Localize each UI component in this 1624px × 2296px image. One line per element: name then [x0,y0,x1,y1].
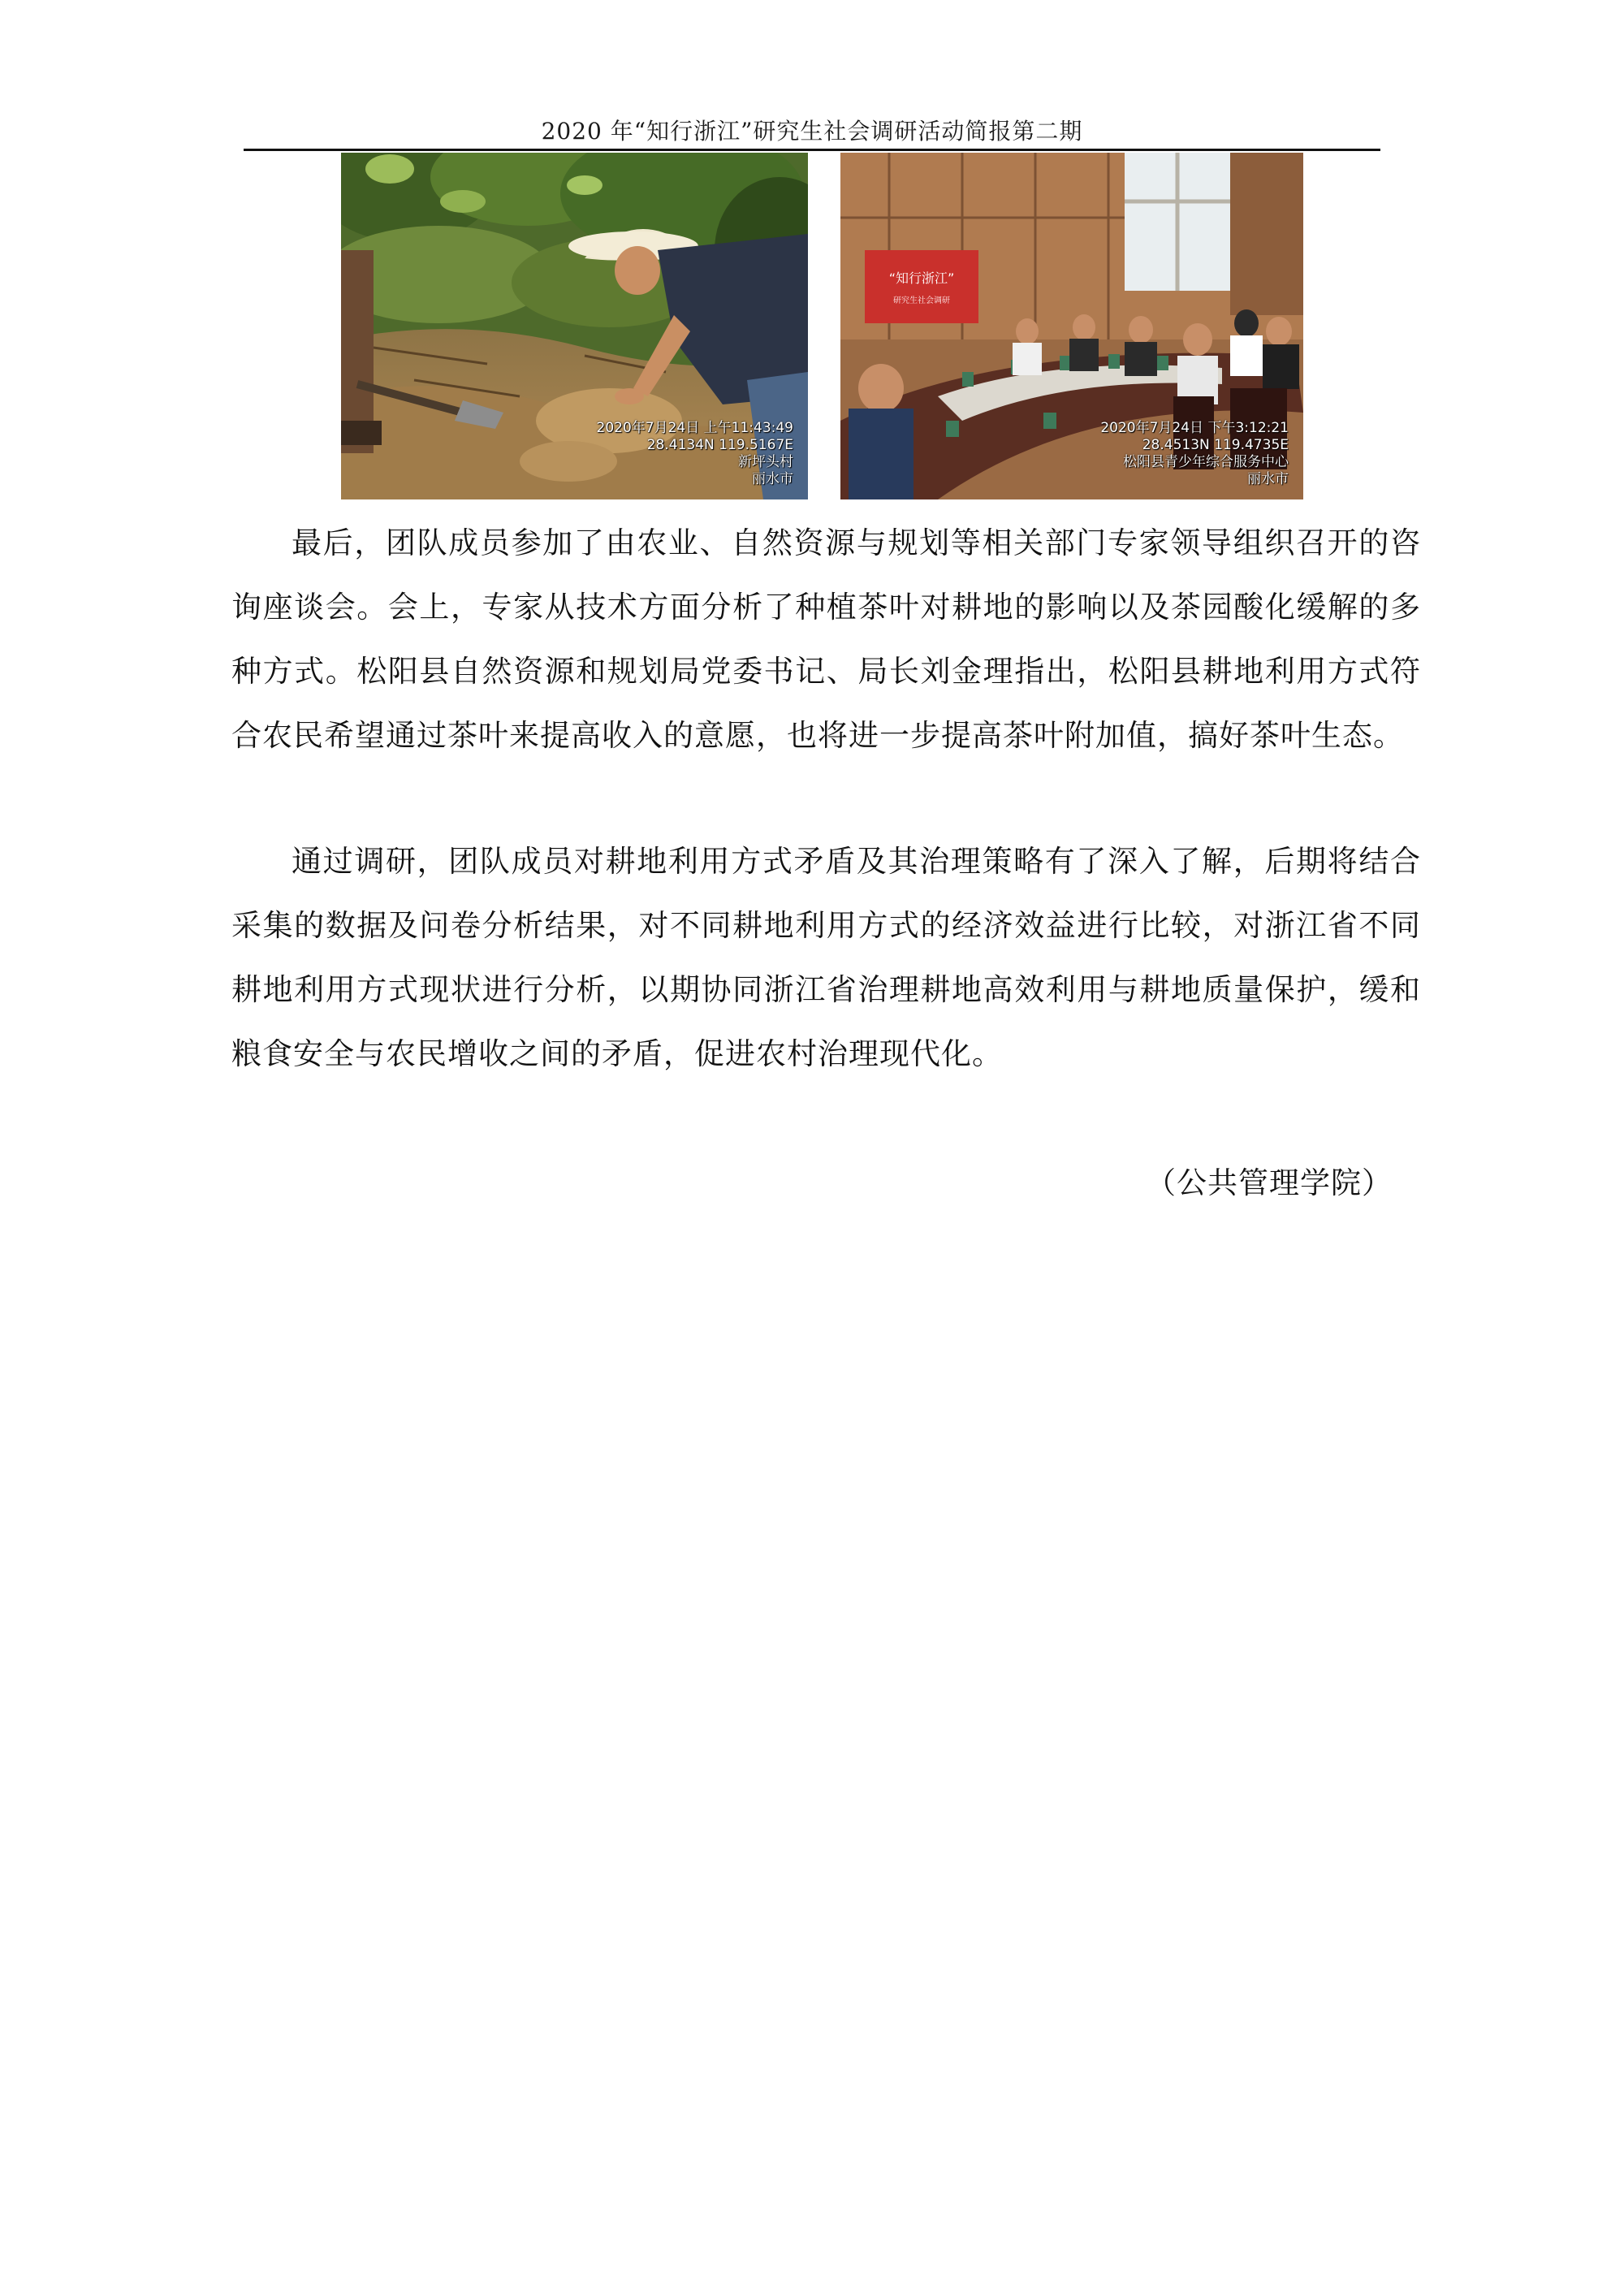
photo-meeting [840,153,1303,499]
photo-soil-sampling [341,153,808,499]
photo-left-place: 新坪头村 [738,454,793,470]
photo-left-coords: 28.4134N 119.5167E [646,437,793,453]
photo-left-watermark [597,420,793,488]
page-header-title: 2020 年“知行浙江”研究生社会调研活动简报第二期 [541,118,1083,145]
author-signature: （公共管理学院） [1146,1165,1393,1200]
photo-left-timestamp: 2020年7月24日 上午11:43:49 [596,420,793,436]
paragraph-meeting-summary: 最后，团队成员参加了由农业、自然资源与规划等相关部门专家领导组织召开的咨询座谈会。会上，专家从技术方面分析了种植茶叶对耕地的影响以及茶园酸化缓解的多种方式。松阳县自然资源和规划局党委书记、局长刘金理指出，松阳县耕地利用方式符合农民希望通过茶叶来提高收入的意愿，也将进一步提高茶叶附加值，搞好茶叶生态。 [231,525,1421,753]
photo-right-city: 丽水市 [1247,471,1289,487]
banner-title: “知行浙江” [888,270,955,286]
photo-right-place: 松阳县青少年综合服务中心 [1123,454,1289,470]
banner-subtitle: 研究生社会调研 [893,296,950,305]
paragraph-research-conclusion: 通过调研，团队成员对耕地利用方式矛盾及其治理策略有了深入了解，后期将结合采集的数据及问卷分析结果，对不同耕地利用方式的经济效益进行比较，对浙江省不同耕地利用方式现状进行分析，以期协同浙江省治理耕地高效利用与耕地质量保护，缓和粮食安全与农民增收之间的矛盾，促进农村治理现代化。 [231,844,1421,1071]
photo-left-city: 丽水市 [752,471,793,487]
header-divider [244,149,1380,151]
photo-right-coords: 28.4513N 119.4735E [1142,437,1289,453]
photo-right-timestamp: 2020年7月24日 下午3:12:21 [1100,420,1289,436]
photo-right-watermark [1100,420,1289,488]
